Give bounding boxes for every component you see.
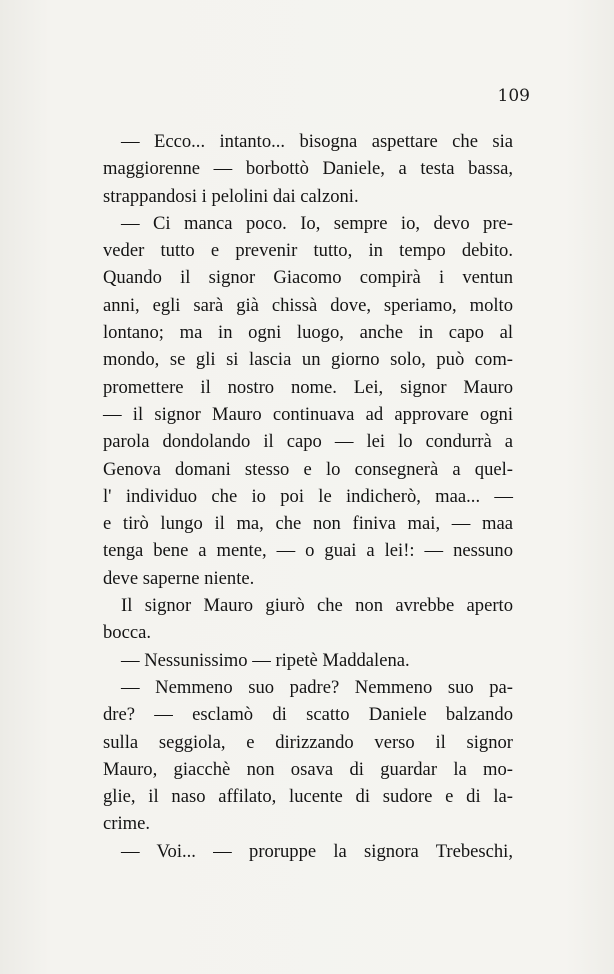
- text-line: lontano; ma in ogni luogo, anche in capo al: [103, 322, 513, 344]
- page-number: 109: [497, 86, 530, 106]
- text-line: Quando il signor Giacomo compirà i ventun: [103, 267, 513, 289]
- text-line: parola dondolando il capo — lei lo condurrà a: [103, 431, 513, 453]
- text-line: Mauro, giacchè non osava di guardar la mo-: [103, 758, 513, 780]
- text-line: bocca.: [103, 622, 152, 644]
- text-line: anni, egli sarà già chissà dove, speriamo, molto: [103, 294, 513, 316]
- text-line: e tirò lungo il ma, che non finiva mai, — maa: [103, 513, 513, 535]
- text-line: tenga bene a mente, — o guai a lei!: — nessuno: [103, 540, 513, 562]
- text-line: deve saperne niente.: [103, 567, 255, 589]
- text-line: promettere il nostro nome. Lei, signor Mauro: [103, 376, 513, 398]
- text-line: crime.: [103, 813, 150, 835]
- body-text: [103, 128, 513, 865]
- text-line: glie, il naso affilato, lucente di sudore e di la-: [103, 786, 513, 808]
- text-line: — Ecco... intanto... bisogna aspettare che sia: [121, 131, 513, 152]
- text-line: Il signor Mauro giurò che non avrebbe aperto: [121, 595, 513, 617]
- text-line: dre? — esclamò di scatto Daniele balzando: [103, 704, 513, 726]
- text-line: maggiorenne — borbottò Daniele, a testa bassa,: [103, 158, 513, 180]
- text-line: — Ci manca poco. Io, sempre io, devo pre-: [121, 212, 513, 234]
- text-line: — Nemmeno suo padre? Nemmeno suo pa-: [121, 676, 513, 698]
- text-line: veder tutto e prevenir tutto, in tempo debito.: [103, 240, 513, 262]
- text-line: sulla seggiola, e dirizzando verso il signor: [103, 731, 513, 753]
- text-line: — il signor Mauro continuava ad approvare ogni: [103, 403, 513, 425]
- text-line: strappandosi i pelolini dai calzoni.: [103, 185, 359, 207]
- text-line: l' individuo che io poi le indicherò, maa... —: [103, 485, 513, 507]
- text-line: Genova domani stesso e lo consegnerà a quel-: [103, 458, 513, 480]
- text-line: mondo, se gli si lascia un giorno solo, può com-: [103, 349, 513, 371]
- text-line: — Nessunissimo — ripetè Maddalena.: [121, 649, 410, 671]
- text-line: — Voi... — proruppe la signora Trebeschi,: [121, 840, 513, 862]
